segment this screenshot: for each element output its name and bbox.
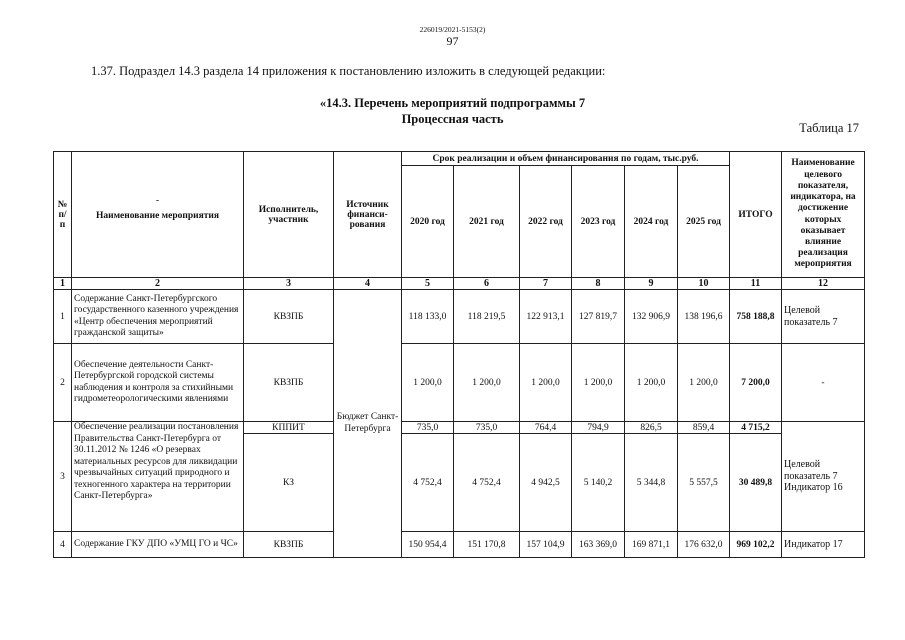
page-number: 97 [446,34,459,48]
value-2021: 151 170,8 [454,532,520,558]
row-total: 4 715,2 [730,422,782,434]
row-total: 30 489,8 [730,434,782,532]
column-number-row [54,278,865,290]
executor: КВЗПБ [244,290,334,344]
table-row [54,532,865,558]
column-number: 6 [454,278,520,290]
column-number: 5 [402,278,454,290]
value-2024: 169 871,1 [625,532,678,558]
table-row [54,344,865,422]
column-number: 1 [54,278,72,290]
value-2023: 794,9 [572,422,625,434]
header-year-2025: 2025 год [678,166,730,278]
funding-source: Бюджет Санкт-Петербурга [334,290,402,558]
value-2022: 157 104,9 [520,532,572,558]
value-2024: 826,5 [625,422,678,434]
header-executor: Исполнитель, участник [244,152,334,278]
value-2025: 1 200,0 [678,344,730,422]
activities-table [53,151,865,558]
value-2024: 5 344,8 [625,434,678,532]
executor: КЗ [244,434,334,532]
value-2022: 4 942,5 [520,434,572,532]
header-name [72,152,244,278]
column-number: 7 [520,278,572,290]
title-line-2: Процессная часть [401,112,504,126]
value-2025: 5 557,5 [678,434,730,532]
activity-name: Обеспечение деятельности Санкт-Петербургской городской системы наблюдения и контроля за стихийными гидрометеорологическими явлениями [72,344,244,422]
header-row-1 [54,152,865,166]
activity-name: Содержание ГКУ ДПО «УМЦ ГО и ЧС» [72,532,244,558]
intro-paragraph: 1.37. Подраздел 14.3 раздела 14 приложения к постановлению изложить в следующей редакции: [91,64,606,78]
row-number: 2 [54,344,72,422]
activity-name: Содержание Санкт-Петербургского государственного казенного учреждения «Центр обеспечения мероприятий гражданской защиты» [72,290,244,344]
column-number: 12 [782,278,865,290]
column-number: 4 [334,278,402,290]
value-2023: 127 819,7 [572,290,625,344]
header-name-label: Наименование мероприятия [95,210,220,221]
header-year-2023: 2023 год [572,166,625,278]
table-label: Таблица 17 [799,121,859,135]
header-total: ИТОГО [730,152,782,278]
value-2022: 1 200,0 [520,344,572,422]
section-title [0,95,905,127]
value-2020: 150 954,4 [402,532,454,558]
value-2021: 1 200,0 [454,344,520,422]
header-year-2021: 2021 год [454,166,520,278]
title-line-1: «14.3. Перечень мероприятий подпрограммы 7 [319,96,586,110]
row-total: 758 188,8 [730,290,782,344]
value-2021: 4 752,4 [454,434,520,532]
indicator: - [782,344,865,422]
indicator: Индикатор 17 [782,532,865,558]
header-funding-group: Срок реализации и объем финансирования по годам, тыс.руб. [402,152,730,166]
value-2022: 122 913,1 [520,290,572,344]
table-row [54,290,865,344]
value-2020: 1 200,0 [402,344,454,422]
row-total: 969 102,2 [730,532,782,558]
value-2023: 163 369,0 [572,532,625,558]
header-dash: - [156,194,159,205]
value-2020: 4 752,4 [402,434,454,532]
row-number: 1 [54,290,72,344]
document-id: 226019/2021-5153(2) [419,25,486,34]
value-2023: 5 140,2 [572,434,625,532]
row-total: 7 200,0 [730,344,782,422]
value-2024: 132 906,9 [625,290,678,344]
executor: КППИТ [244,422,334,434]
value-2020: 735,0 [402,422,454,434]
column-number: 8 [572,278,625,290]
header-source: Источник финанси-рования [334,152,402,278]
executor: КВЗПБ [244,532,334,558]
executor: КВЗПБ [244,344,334,422]
header-num: № п/п [54,152,72,278]
activity-name: Обеспечение реализации постановления Правительства Санкт-Петербурга от 30.11.2012 № 1246 «О резервах материальных ресурсов для ликвидации чрезвычайных ситуаций природного и техногенного характера на территории Санкт-Петербурга» [72,422,244,532]
header-year-2022: 2022 год [520,166,572,278]
value-2022: 764,4 [520,422,572,434]
value-2023: 1 200,0 [572,344,625,422]
header-year-2020: 2020 год [402,166,454,278]
column-number: 11 [730,278,782,290]
header-year-2024: 2024 год [625,166,678,278]
value-2025: 138 196,6 [678,290,730,344]
column-number: 2 [72,278,244,290]
column-number: 10 [678,278,730,290]
indicator: Целевой показатель 7 Индикатор 16 [782,422,865,532]
row-number: 4 [54,532,72,558]
indicator: Целевой показатель 7 [782,290,865,344]
header-indicator: Наименование целевого показателя, индикатора, на достижение которых оказывает влияние реализация мероприятия [782,152,865,278]
value-2020: 118 133,0 [402,290,454,344]
column-number: 9 [625,278,678,290]
table-row [54,422,865,434]
value-2025: 859,4 [678,422,730,434]
value-2021: 118 219,5 [454,290,520,344]
column-number: 3 [244,278,334,290]
value-2024: 1 200,0 [625,344,678,422]
row-number: 3 [54,422,72,532]
value-2021: 735,0 [454,422,520,434]
value-2025: 176 632,0 [678,532,730,558]
